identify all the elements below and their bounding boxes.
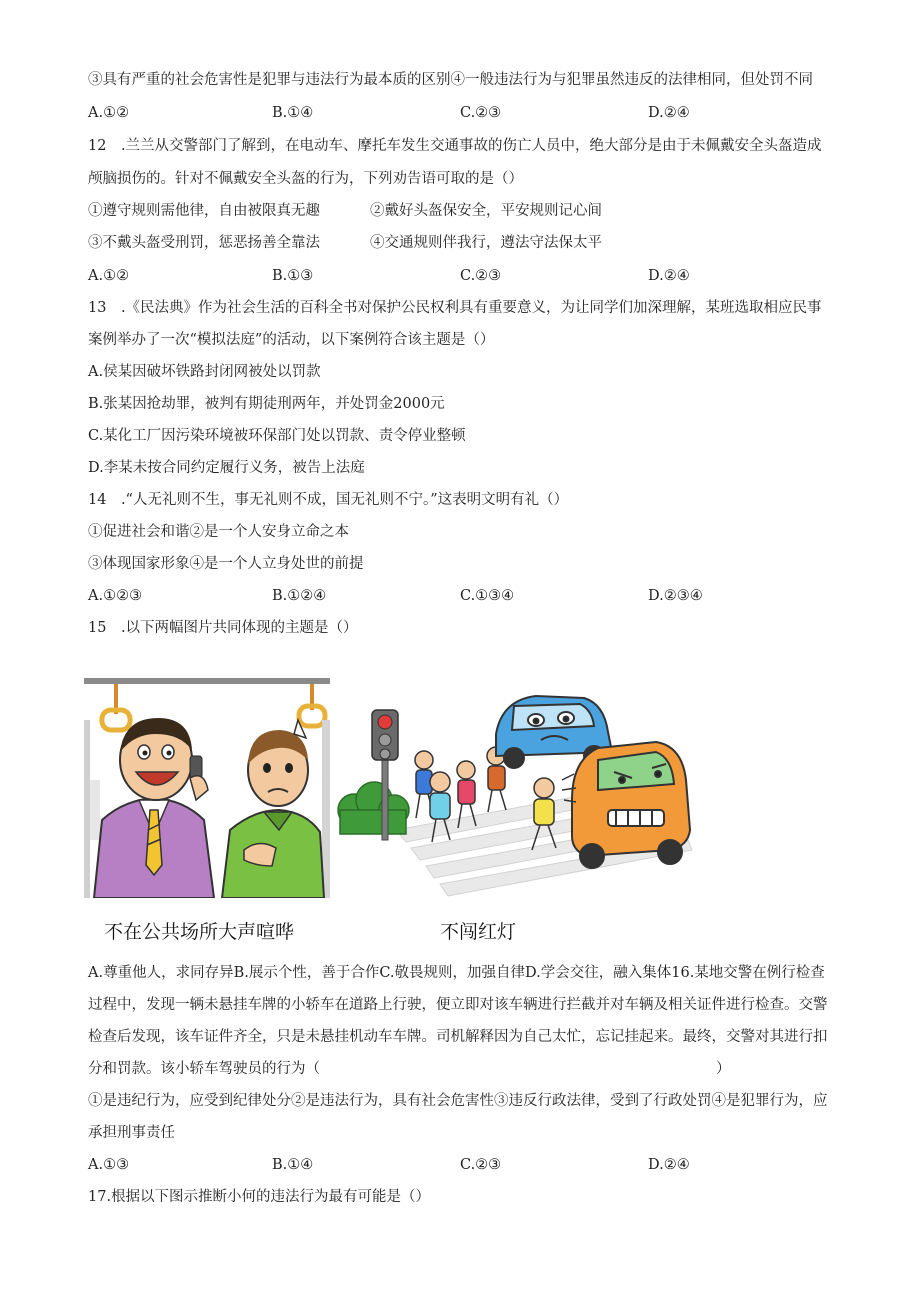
q12-statement-1: ①遵守规则需他律，自由被限真无趣 [88,203,320,219]
q14-statements-1-2: ①促进社会和谐②是一个人安身立命之本 [88,524,349,540]
q17-stem: 17.根据以下图示推断小何的违法行为最有可能是（） [88,1189,431,1205]
q14-stem: 14 .“人无礼则不生，事无礼则不成，国无礼则不宁。”这表明文明有礼（） [88,492,569,508]
q16-option-b[interactable]: B.①④ [272,1157,314,1173]
q14-option-a[interactable]: A.①②③ [88,588,143,604]
q16-stem-line3: 检查后发现，该车证件齐全，只是未悬挂机动车车牌。司机解释因为自己太忙，忘记挂起来。最终，交警对其进行扣 [88,1029,828,1045]
q16-stem-line4: 分和罚款。该小轿车驾驶员的行为（ [88,1061,320,1077]
q12-statement-3: ③不戴头盔受刑罚，惩恶扬善全靠法 [88,235,320,251]
q11-option-d[interactable]: D.②④ [648,105,690,121]
q12-option-a[interactable]: A.①② [88,268,130,284]
q13-stem-line2: 案例举办了一次“模拟法庭”的活动，以下案例符合该主题是（） [88,332,495,348]
q15-stem: 15 .以下两幅图片共同体现的主题是（） [88,620,358,636]
q13-option-d[interactable]: D.李某未按合同约定履行义务，被告上法庭 [88,460,365,476]
q16-option-c[interactable]: C.②③ [460,1157,502,1173]
q13-option-b[interactable]: B.张某因抢劫罪，被判有期徒刑两年，并处罚金2000元 [88,396,445,412]
q12-stem-line2: 颅脑损伤的。针对不佩戴安全头盔的行为，下列劝告语可取的是（） [88,171,523,187]
q11-option-c[interactable]: C.②③ [460,105,502,121]
q16-statements-line1: ①是违纪行为，应受到纪律处分②是违法行为，具有社会危害性③违反行政法律，受到了行政处罚④是犯罪行为，应 [88,1093,828,1109]
q12-option-b[interactable]: B.①③ [272,268,314,284]
q16-stem-bracket-close: ） [716,1061,731,1077]
q16-statements-line2: 承担刑事责任 [88,1125,175,1141]
q15-answer-options-q16-stem: A.尊重他人，求同存异B.展示个性，善于合作C.敬畏规则，加强自律D.学会交往，融入集体16.某地交警在例行检查 [88,965,825,981]
q14-option-b[interactable]: B.①②④ [272,588,327,604]
q14-option-c[interactable]: C.①③④ [460,588,515,604]
q11-option-b[interactable]: B.①④ [272,105,314,121]
q12-option-d[interactable]: D.②④ [648,268,690,284]
q13-option-c[interactable]: C.某化工厂因污染环境被环保部门处以罚款、责令停业整顿 [88,428,466,444]
q12-option-c[interactable]: C.②③ [460,268,502,284]
q15-cartoon-red-light-crossing [336,660,696,898]
q14-statements-3-4: ③体现国家形象④是一个人立身处世的前提 [88,556,364,572]
q13-stem-line1: 13 .《民法典》作为社会生活的百科全书对保护公民权利具有重要意义，为让同学们加深理解，某班选取相应民事 [88,300,822,316]
q11-statement-line: ③具有严重的社会危害性是犯罪与违法行为最本质的区别④一般违法行为与犯罪虽然违反的法律相同，但处罚不同 [88,72,813,88]
q14-option-d[interactable]: D.②③④ [648,588,703,604]
q12-stem-line1: 12 .兰兰从交警部门了解到，在电动车、摩托车发生交通事故的伤亡人员中，绝大部分是由于未佩戴安全头盔造成 [88,138,822,154]
q16-stem-line2: 过程中，发现一辆未悬挂车牌的小轿车在道路上行驶，便立即对该车辆进行拦截并对车辆及相关证件进行检查。交警 [88,997,828,1013]
q16-option-a[interactable]: A.①③ [88,1157,130,1173]
q15-caption-left: 不在公共场所大声喧哗 [104,921,295,943]
q11-option-a[interactable]: A.①② [88,105,130,121]
q15-cartoon-loud-phone-call [84,660,330,898]
q15-caption-right: 不闯红灯 [440,921,517,943]
q12-statement-2: ②戴好头盔保安全，平安规则记心间 [370,203,602,219]
q12-statement-4: ④交通规则伴我行，遵法守法保太平 [370,235,602,251]
q13-option-a[interactable]: A.侯某因破坏铁路封闭网被处以罚款 [88,364,321,380]
q16-option-d[interactable]: D.②④ [648,1157,690,1173]
